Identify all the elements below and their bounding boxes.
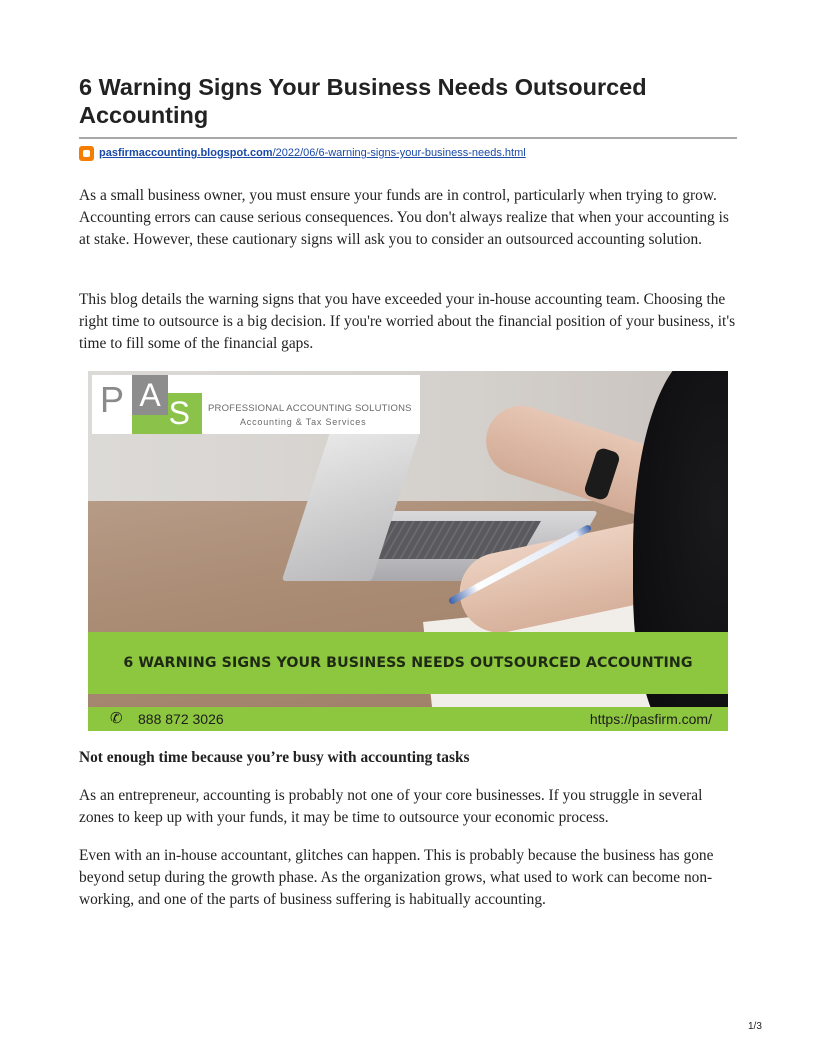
source-domain[interactable]: pasfirmaccounting.blogspot.com — [99, 147, 273, 159]
phone-icon: ✆ — [110, 710, 123, 727]
contact-bar — [88, 707, 728, 731]
banner-text: 6 WARNING SIGNS YOUR BUSINESS NEEDS OUTSOURCED ACCOUNTING — [123, 655, 693, 671]
hero-image — [88, 371, 728, 731]
article-title: 6 Warning Signs Your Business Needs Outsourced Accounting — [79, 74, 647, 128]
logo-letter-a: A — [132, 375, 168, 415]
paragraph-in-house: Even with an in-house accountant, glitches can happen. This is probably because the business has gone beyond setup during the growth phase. As the organization grows, what used to work can become non-working, and one of the parts of business suffering is habitually accounting. — [79, 847, 714, 908]
paragraph-intro: As a small business owner, you must ensure your funds are in control, particularly when trying to grow. Accounting errors can cause serious consequences. You don't always realize that when your accounting is at stake. However, these cautionary signs will ask you to consider an outsourced accounting solution. — [79, 187, 729, 248]
paragraph-entrepreneur: As an entrepreneur, accounting is probably not one of your core businesses. If you struggle in several zones to keep up with your funds, it may be time to outsource your economic process. — [79, 787, 703, 826]
source-path[interactable]: /2022/06/6-warning-signs-your-business-needs.html — [272, 147, 526, 159]
logo-letter-p: P — [92, 375, 132, 434]
paragraph-blog-details: This blog details the warning signs that you have exceeded your in-house accounting team. Choosing the right time to outsource is a big decision. If you're worried about the financial position of your business, it's time to fill some of the financial gaps. — [79, 291, 736, 352]
logo-company-name: PROFESSIONAL ACCOUNTING SOLUTIONS — [208, 403, 412, 414]
section-heading: Not enough time because you’re busy with accounting tasks — [79, 749, 470, 766]
source-link[interactable] — [79, 144, 526, 162]
image-banner — [88, 632, 728, 694]
website-url: https://pasfirm.com/ — [589, 711, 712, 727]
logo-letter-s: S — [132, 393, 202, 434]
pas-logo — [92, 375, 420, 434]
logo-tagline: Accounting & Tax Services — [240, 417, 367, 427]
blogger-icon — [79, 146, 94, 161]
title-divider — [79, 137, 737, 139]
phone-number: 888 872 3026 — [138, 711, 224, 727]
page-number: 1/3 — [748, 1021, 762, 1032]
